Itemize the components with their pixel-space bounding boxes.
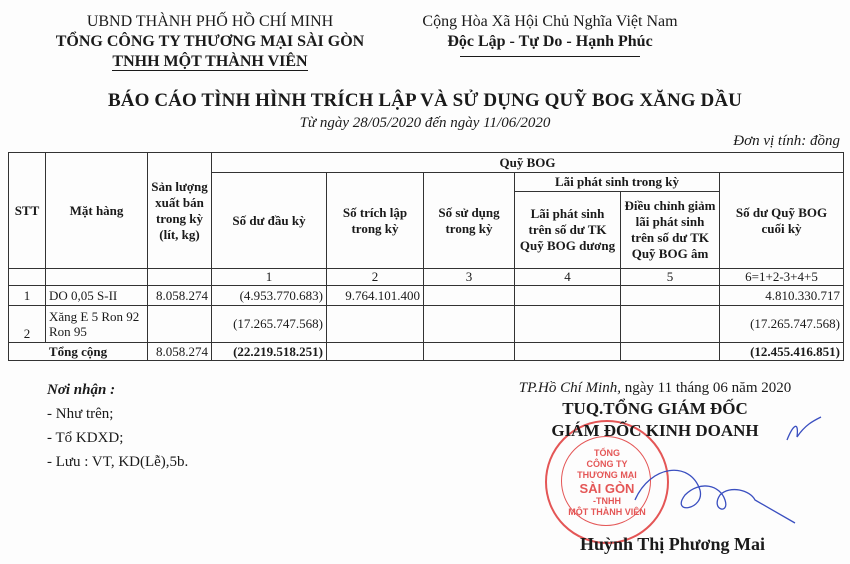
row-opening: (4.953.770.683) xyxy=(212,286,327,306)
recipient-item: - Tổ KDXD; xyxy=(47,430,124,446)
motto-underline xyxy=(460,56,640,57)
row-item-line-2: Ron 95 xyxy=(49,324,87,339)
header-interest-positive: Lãi phát sinh trên số dư TK Quỹ BOG dương xyxy=(515,192,621,269)
header-interest-group: Lãi phát sinh trong kỳ xyxy=(515,173,720,192)
signer-title-1: TUQ.TỔNG GIÁM ĐỐC xyxy=(562,399,748,418)
total-allocated xyxy=(327,343,424,361)
row-opening: (17.265.747.568) xyxy=(212,306,327,343)
recipient-item: - Như trên; xyxy=(47,406,114,422)
row-interest-positive xyxy=(515,286,621,306)
currency-unit: Đơn vị tính: đồng xyxy=(733,133,840,149)
table-row xyxy=(9,306,844,343)
index-cell xyxy=(9,269,46,286)
header-used: Số sử dụng trong kỳ xyxy=(424,173,515,269)
recipients-block xyxy=(47,378,188,474)
issuer-block xyxy=(20,12,400,72)
header-opening: Số dư đầu kỳ xyxy=(212,173,327,269)
total-label: Tổng cộng xyxy=(9,343,148,361)
row-used xyxy=(424,306,515,343)
signing-date-text: ngày 11 tháng 06 năm 2020 xyxy=(620,380,792,396)
row-volume: 8.058.274 xyxy=(148,286,212,306)
national-motto-block xyxy=(395,12,705,57)
signer-name: Huỳnh Thị Phương Mai xyxy=(580,534,766,554)
handwritten-signature-icon xyxy=(630,455,800,525)
header-interest-adjust: Điều chỉnh giảm lãi phát sinh trên số dư TK Quỹ BOG âm xyxy=(621,192,720,269)
row-closing: (17.265.747.568) xyxy=(720,306,844,343)
row-item: DO 0,05 S-II xyxy=(46,286,148,306)
header-stt: STT xyxy=(9,153,46,269)
issuer-line-1: UBND THÀNH PHỐ HỒ CHÍ MINH xyxy=(86,13,334,30)
row-item xyxy=(46,306,148,343)
seal-line: TỔNG xyxy=(594,448,620,458)
total-interest-positive xyxy=(515,343,621,361)
row-interest-adjust xyxy=(621,306,720,343)
report-title: BÁO CÁO TÌNH HÌNH TRÍCH LẬP VÀ SỬ DỤNG QUỸ BOG XĂNG DẦU xyxy=(108,90,742,111)
signer-title-2: GIÁM ĐỐC KINH DOANH xyxy=(551,421,759,440)
motto: Độc Lập - Tự Do - Hạnh Phúc xyxy=(447,33,653,50)
issuer-line-3-text: TNHH MỘT THÀNH VIÊN xyxy=(112,53,308,70)
row-interest-adjust xyxy=(621,286,720,306)
row-stt: 1 xyxy=(9,286,46,306)
total-used xyxy=(424,343,515,361)
row-item-line-1: Xăng E 5 Ron 92 xyxy=(49,309,140,324)
total-closing: (12.455.416.851) xyxy=(720,343,844,361)
index-cell: 2 xyxy=(327,269,424,286)
total-volume: 8.058.274 xyxy=(148,343,212,361)
index-cell xyxy=(46,269,148,286)
header-bog-fund: Quỹ BOG xyxy=(212,153,844,173)
recipient-item: - Lưu : VT, KD(Lễ),5b. xyxy=(47,454,189,470)
header-volume: Sản lượng xuất bán trong kỳ (lít, kg) xyxy=(148,153,212,269)
signing-date xyxy=(475,378,835,398)
seal-line: -TNHH xyxy=(593,496,621,506)
index-cell: 6=1+2-3+4+5 xyxy=(720,269,844,286)
total-row xyxy=(9,343,844,361)
recipients-heading: Nơi nhận : xyxy=(47,382,116,398)
row-allocated xyxy=(327,306,424,343)
index-cell: 1 xyxy=(212,269,327,286)
country-name: Cộng Hòa Xã Hội Chủ Nghĩa Việt Nam xyxy=(422,13,678,30)
signature-block xyxy=(475,378,835,442)
index-row xyxy=(9,269,844,286)
total-opening: (22.219.518.251) xyxy=(212,343,327,361)
row-interest-positive xyxy=(515,306,621,343)
index-cell: 3 xyxy=(424,269,515,286)
bog-fund-table xyxy=(8,152,844,361)
index-cell: 4 xyxy=(515,269,621,286)
row-allocated: 9.764.101.400 xyxy=(327,286,424,306)
signature-initial-icon xyxy=(785,415,825,445)
signing-place: TP.Hồ Chí Minh, xyxy=(518,380,621,396)
report-period: Từ ngày 28/05/2020 đến ngày 11/06/2020 xyxy=(299,115,551,131)
index-cell xyxy=(148,269,212,286)
total-interest-adjust xyxy=(621,343,720,361)
issuer-line-2: TỔNG CÔNG TY THƯƠNG MẠI SÀI GÒN xyxy=(55,33,365,50)
header-item: Mặt hàng xyxy=(46,153,148,269)
seal-line: CÔNG TY xyxy=(586,459,628,469)
index-cell: 5 xyxy=(621,269,720,286)
header-allocated: Số trích lập trong kỳ xyxy=(327,173,424,269)
header-closing: Số dư Quỹ BOG cuối kỳ xyxy=(720,173,844,269)
table-row xyxy=(9,286,844,306)
row-volume xyxy=(148,306,212,343)
issuer-line-3 xyxy=(20,52,400,72)
row-used xyxy=(424,286,515,306)
seal-line: SÀI GÒN xyxy=(579,481,635,496)
seal-line: MỘT THÀNH VIÊN xyxy=(568,507,646,517)
row-closing: 4.810.330.717 xyxy=(720,286,844,306)
row-stt: 2 xyxy=(9,306,46,343)
seal-line: THƯƠNG MẠI xyxy=(577,470,637,480)
